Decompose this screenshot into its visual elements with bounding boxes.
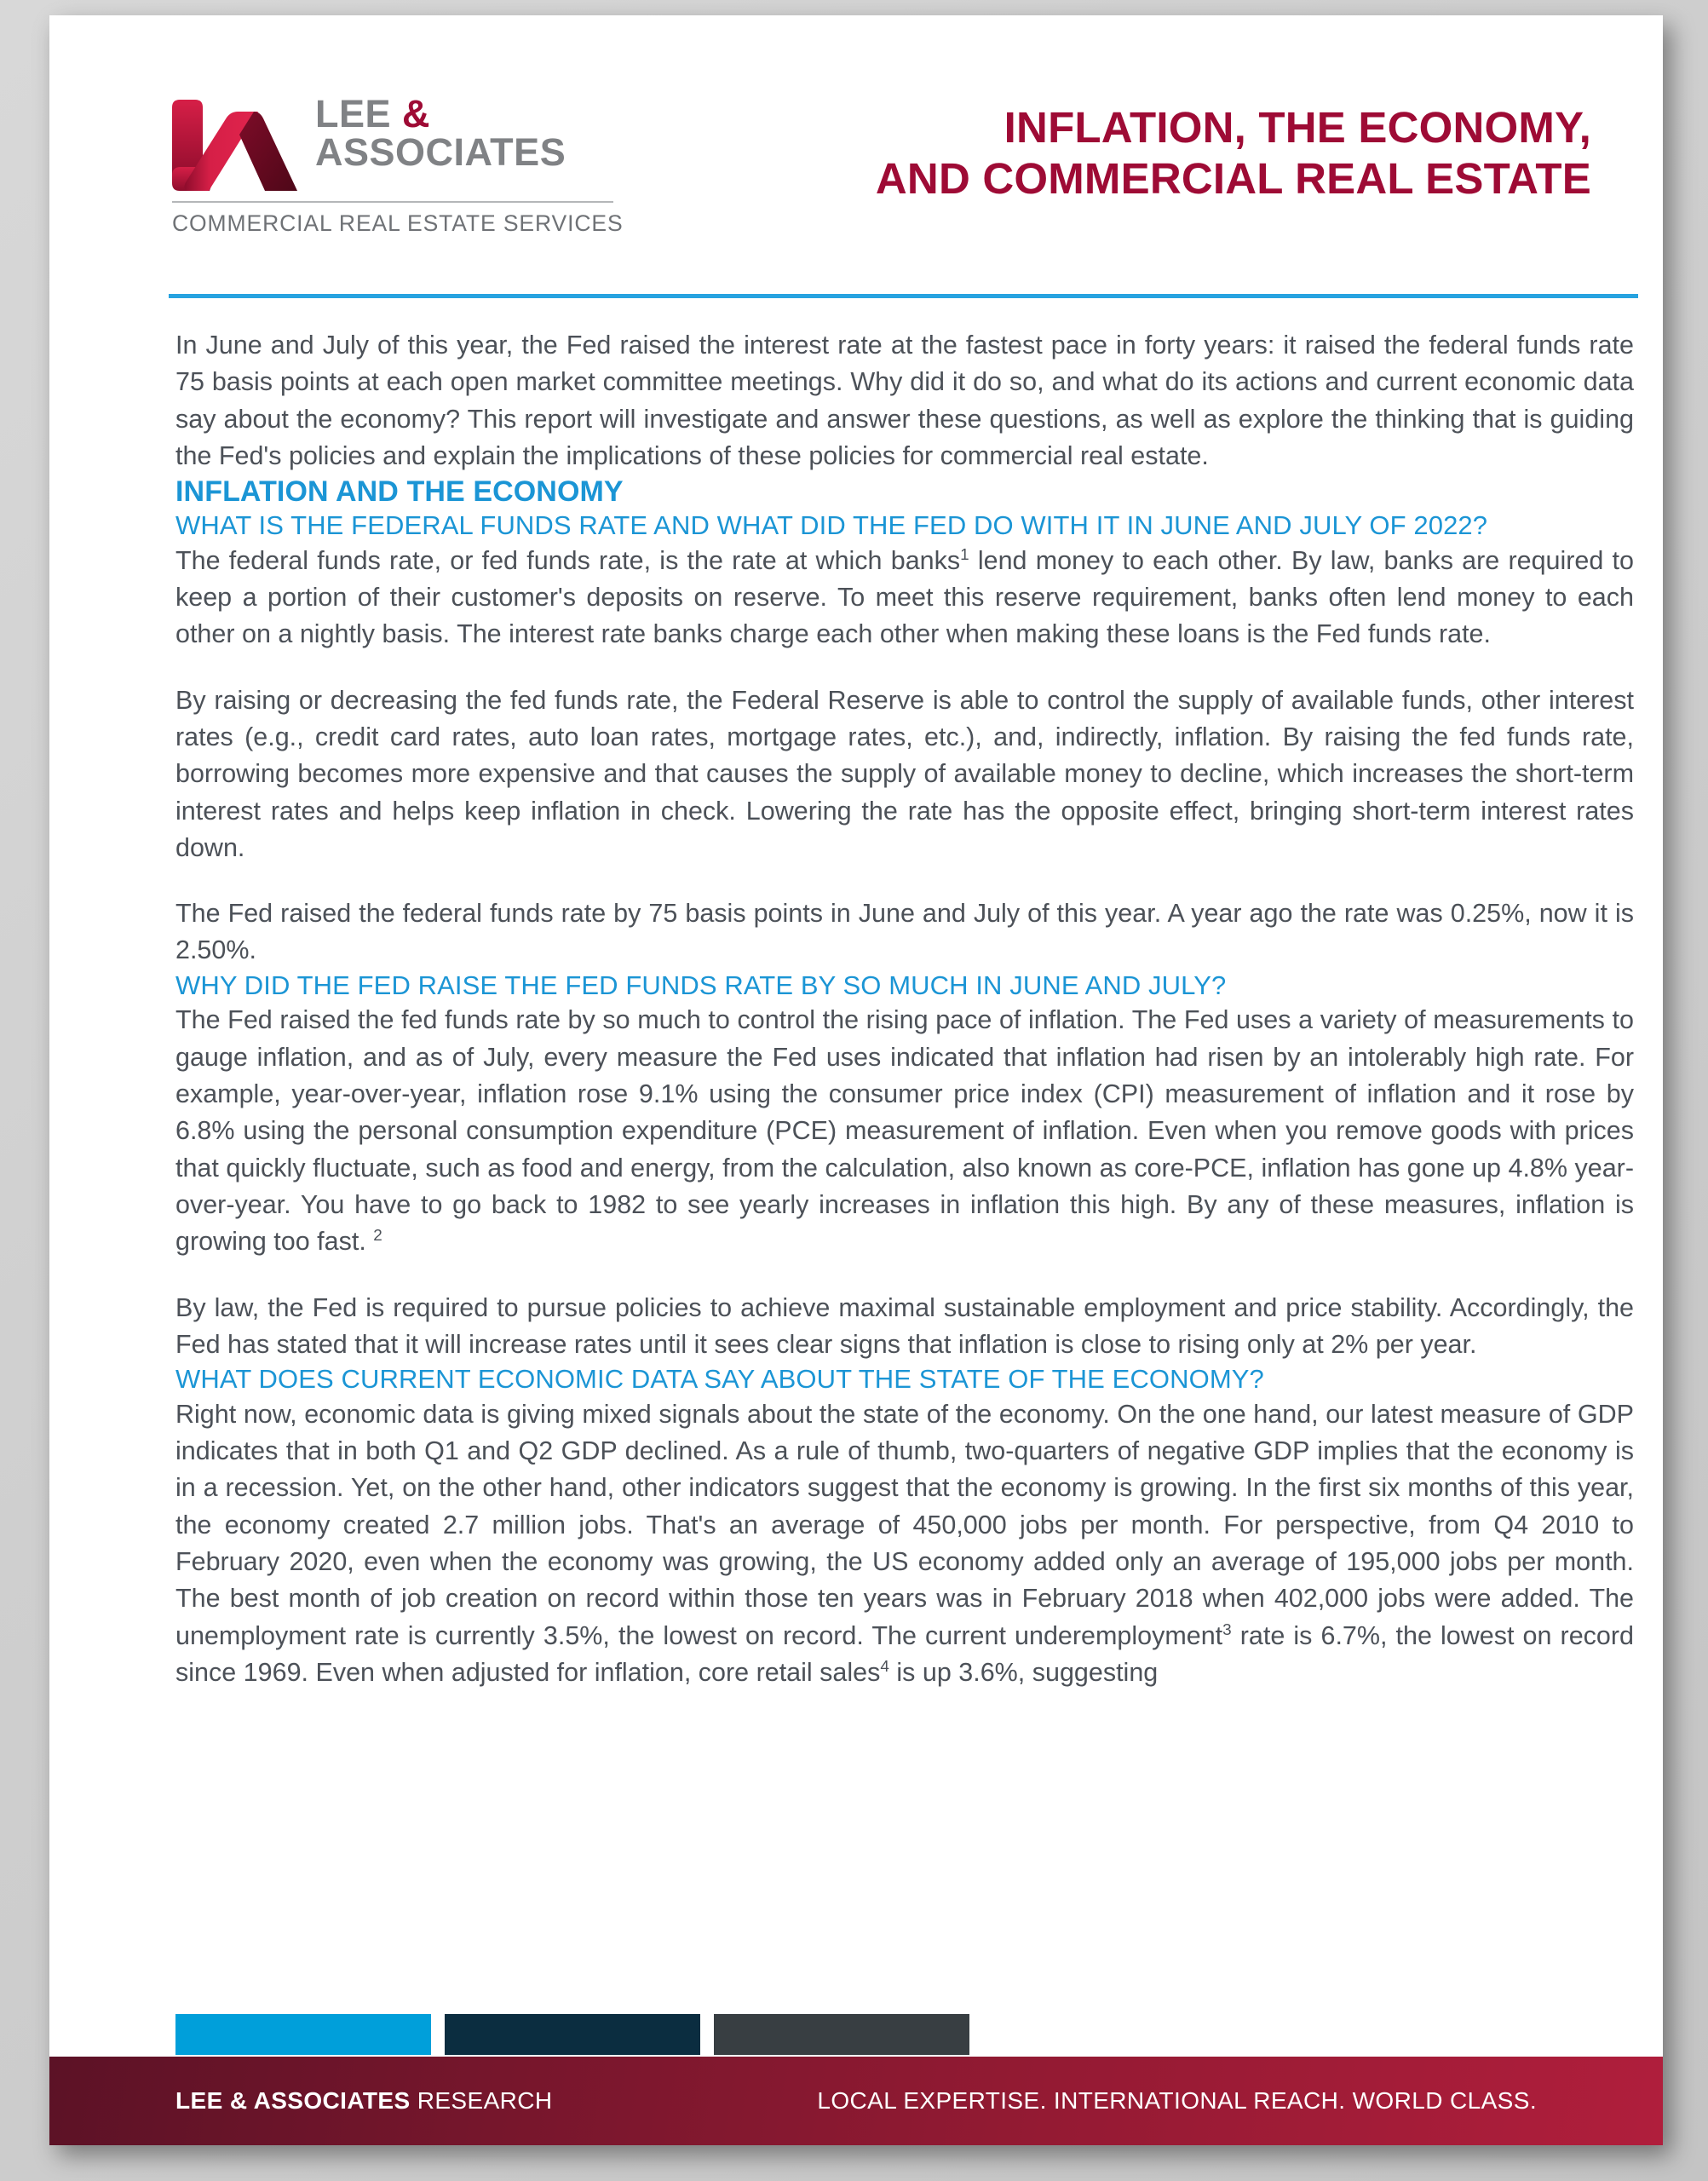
para6-segment-one: Right now, economic data is giving mixed signals about the state of the economy. On the one hand, our latest measure of GDP indicates that in both Q1 and Q2 GDP declined. As a rule of thumb, two-quarters of negative GDP implies that the economy is in a recession. Yet, on the other hand, other indicators suggest that the economy is growing. In the first six months of this year, the economy created 2.7 million jobs. That's an average of 450,000 jobs per month. For perspective, from Q4 2010 to February 2020, even when the economy was growing, the US economy added only an average of 195,000 jobs per month. The best month of job creation on record within those ten years was in February 2018 when 402,000 jobs were added. The unemployment rate is currently 3.5%, the lowest on record. The current underemployment bbox=[175, 1399, 1634, 1650]
logo-associates-text: ASSOCIATES bbox=[315, 129, 566, 174]
document-footer bbox=[49, 2057, 1663, 2145]
page-title bbox=[654, 102, 1591, 204]
para6-segment-three: is up 3.6%, suggesting bbox=[889, 1657, 1159, 1687]
section-heading-inflation-and-economy: INFLATION AND THE ECONOMY bbox=[175, 475, 624, 509]
subheading-what-is-federal-funds-rate: WHAT IS THE FEDERAL FUNDS RATE AND WHAT DID THE FED DO WITH IT IN JUNE AND JULY OF 2022? bbox=[175, 509, 1488, 540]
logo-ampersand: & bbox=[402, 92, 431, 135]
footnote-marker-2: 2 bbox=[373, 1227, 382, 1246]
footer-tagline: LOCAL EXPERTISE. INTERNATIONAL REACH. WORLD CLASS. bbox=[817, 2087, 1537, 2114]
footer-research-label bbox=[175, 2087, 553, 2115]
paragraph-economic-data-signals bbox=[175, 1396, 1634, 1691]
subheading-current-economic-data: WHAT DOES CURRENT ECONOMIC DATA SAY ABOUT THE STATE OF THE ECONOMY? bbox=[175, 1364, 1264, 1395]
para6-segment-two: rate is 6.7%, the lowest on record since 1969. Even when adjusted for inflation, core retail sales bbox=[175, 1620, 1634, 1687]
footnote-marker-1: 1 bbox=[960, 545, 969, 564]
company-logo bbox=[169, 92, 624, 237]
para4-text: The Fed raised the fed funds rate by so much to control the rising pace of inflation. The Fed uses a variety of measurements to gauge inflation, and as of July, every measure the Fed uses indicated that inflation had risen by an intolerably high rate. For example, year-over-year, inflation rose 9.1% using the consumer price index (CPI) measurement of inflation and it rose by 6.8% using the personal consumption expenditure (PCE) measurement of inflation. Even when you remove goods with prices that quickly fluctuate, such as food and energy, from the calculation, also known as core-PCE, inflation has gone up 4.8% year-over-year. You have to go back to 1982 to see yearly increases in inflation this high. By any of these measures, inflation is growing too fast. bbox=[175, 1005, 1634, 1257]
document-header bbox=[126, 83, 1591, 254]
footnote-marker-3: 3 bbox=[1222, 1620, 1232, 1639]
logo-lee-text: LEE bbox=[315, 92, 392, 135]
paragraph-inflation-measurements bbox=[175, 1002, 1634, 1260]
logo-line-one bbox=[315, 92, 566, 135]
header-divider bbox=[169, 294, 1638, 298]
color-bar-navy bbox=[445, 2014, 700, 2055]
lee-associates-monogram-icon bbox=[169, 97, 298, 193]
document-sheet bbox=[49, 15, 1663, 2145]
color-bar-blue bbox=[175, 2014, 431, 2055]
decorative-color-bars bbox=[175, 2014, 1641, 2055]
paragraph-rate-increase-figures: The Fed raised the federal funds rate by 75 basis points in June and July of this year. A year ago the rate was 0.25%, now it is 2.50%. bbox=[175, 899, 1634, 965]
footer-research-word: RESEARCH bbox=[410, 2087, 553, 2114]
paragraph-fed-mandate: By law, the Fed is required to pursue policies to achieve maximal sustainable employment and price stability. Accordingly, the Fed has stated that it will increase rates until it sees clear signs that inflation is close to rising only at 2% per year. bbox=[175, 1292, 1634, 1359]
logo-tagline: COMMERCIAL REAL ESTATE SERVICES bbox=[172, 210, 624, 236]
paragraph-fed-funds-definition bbox=[175, 543, 1634, 653]
paragraph-raising-decreasing-rate: By raising or decreasing the fed funds rate, the Federal Reserve is able to control the supply of available funds, other interest rates (e.g., credit card rates, auto loan rates, mortgage rates, etc.), and, indirectly, inflation. By raising the fed funds rate, borrowing becomes more expensive and that causes the supply of available money to decline, which increases the short-term interest rates and helps keep inflation in check. Lowering the rate has the opposite effect, bringing short-term interest rates down. bbox=[175, 685, 1634, 862]
page-title-line-two: AND COMMERCIAL REAL ESTATE bbox=[875, 153, 1591, 203]
footnote-marker-4: 4 bbox=[880, 1657, 889, 1676]
intro-paragraph: In June and July of this year, the Fed raised the interest rate at the fastest pace in forty years: it raised the federal funds rate 75 basis points at each open market committee meetings. Why did it do so, and what do its actions and current economic data say about the economy? This report will investigate and answer these questions, as well as explore the thinking that is guiding the Fed's policies and explain the implications of these policies for commercial real estate. bbox=[175, 331, 1634, 470]
subheading-why-did-fed-raise-rate: WHY DID THE FED RAISE THE FED FUNDS RATE BY SO MUCH IN JUNE AND JULY? bbox=[175, 970, 1227, 1000]
page-title-line-one: INFLATION, THE ECONOMY, bbox=[1004, 103, 1591, 152]
para1-text-after-footnote: lend money to each other. By law, banks are required to keep a portion of their customer's deposits on reserve. To meet this reserve requirement, banks often lend money to each other on a nightly basis. The interest rate banks charge each other when making these loans is the Fed funds rate. bbox=[175, 545, 1634, 649]
logo-divider bbox=[172, 201, 613, 203]
footer-brand-name: LEE & ASSOCIATES bbox=[175, 2087, 411, 2114]
color-bar-slate bbox=[714, 2014, 969, 2055]
para1-text-before-footnote: The federal funds rate, or fed funds rate, is the rate at which banks bbox=[175, 545, 961, 575]
document-body bbox=[175, 327, 1634, 1691]
